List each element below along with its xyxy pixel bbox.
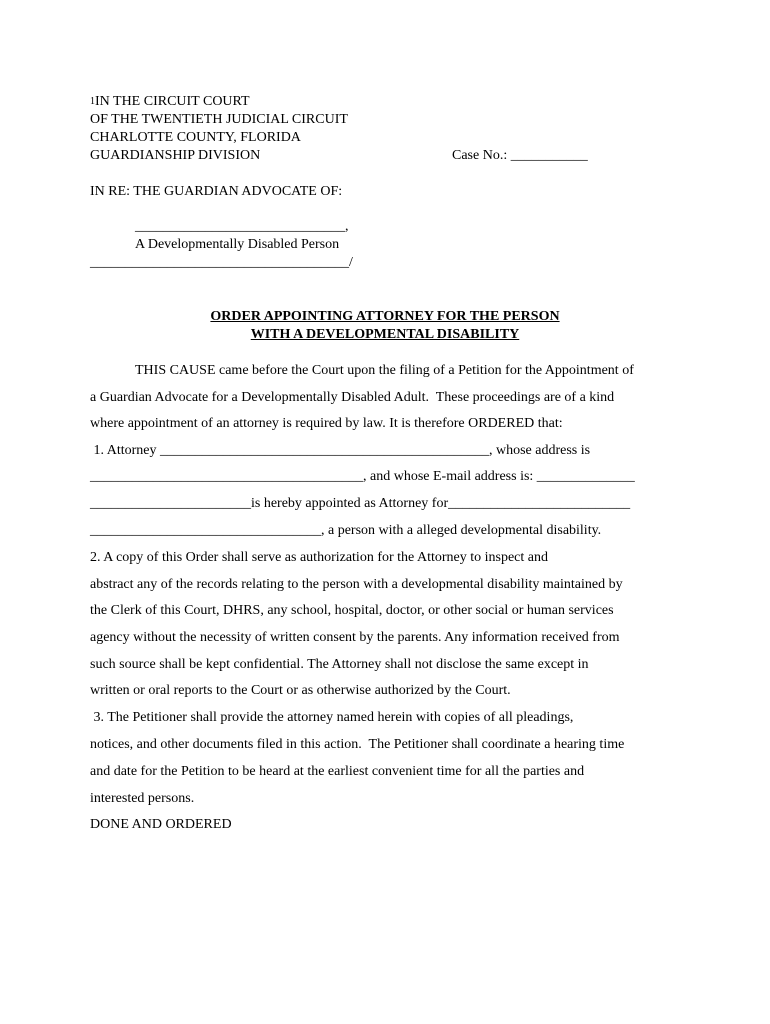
court-header-line-1 [90,93,250,111]
paragraph-1-line-1: THIS CAUSE came before the Court upon the filing of a Petition for the Appointment of [135,363,634,378]
done-and-ordered: DONE AND ORDERED [90,817,232,832]
item-2-line-4: agency without the necessity of written consent by the parents. Any information received from [90,630,620,645]
court-name: IN THE CIRCUIT COURT [95,94,250,109]
item-2-line-5: such source shall be kept confidential. The Attorney shall not disclose the same except in [90,657,589,672]
respondent-name-blank: ______________________________, [135,219,349,234]
order-title-line-2: WITH A DEVELOPMENTAL DISABILITY [250,327,520,342]
item-2-line-1: 2. A copy of this Order shall serve as authorization for the Attorney to inspect and [90,550,549,565]
item-1-line-2: _______________________________________, and whose E-mail address is: ______________ [90,469,635,484]
in-re-line: IN RE: THE GUARDIAN ADVOCATE OF: [90,184,343,199]
caption-closing-line: _____________________________________/ [90,255,353,270]
item-2-line-3: the Clerk of this Court, DHRS, any school, hospital, doctor, or other social or human services [90,603,614,618]
page-number: 1 [90,96,95,107]
item-1-line-3: _______________________is hereby appointed as Attorney for__________________________ [90,496,631,511]
item-2-line-6: written or oral reports to the Court or as otherwise authorized by the Court. [90,683,511,698]
court-header-line-2: OF THE TWENTIETH JUDICIAL CIRCUIT [90,112,348,127]
paragraph-1-line-3: where appointment of an attorney is required by law. It is therefore ORDERED that: [90,416,563,431]
item-3-line-1: 3. The Petitioner shall provide the attorney named herein with copies of all pleadings, [90,710,574,725]
item-1-line-1: 1. Attorney _______________________________________________, whose address is [90,443,591,458]
respondent-label: A Developmentally Disabled Person [135,237,340,252]
paragraph-1-line-2: a Guardian Advocate for a Developmentally Disabled Adult. These proceedings are of a kind [90,390,615,405]
case-number-field: Case No.: ___________ [452,148,588,163]
court-header-line-3: CHARLOTTE COUNTY, FLORIDA [90,130,301,145]
order-title-line-1: ORDER APPOINTING ATTORNEY FOR THE PERSON [210,309,560,324]
item-3-line-2: notices, and other documents filed in this action. The Petitioner shall coordinate a hearing time [90,737,625,752]
item-3-line-4: interested persons. [90,791,195,806]
item-3-line-3: and date for the Petition to be heard at the earliest convenient time for all the parties and [90,764,585,779]
court-header-line-4: GUARDIANSHIP DIVISION [90,148,261,163]
item-2-line-2: abstract any of the records relating to the person with a developmental disability maintained by [90,577,623,592]
item-1-line-4: _________________________________, a person with a alleged developmental disability. [90,523,602,538]
